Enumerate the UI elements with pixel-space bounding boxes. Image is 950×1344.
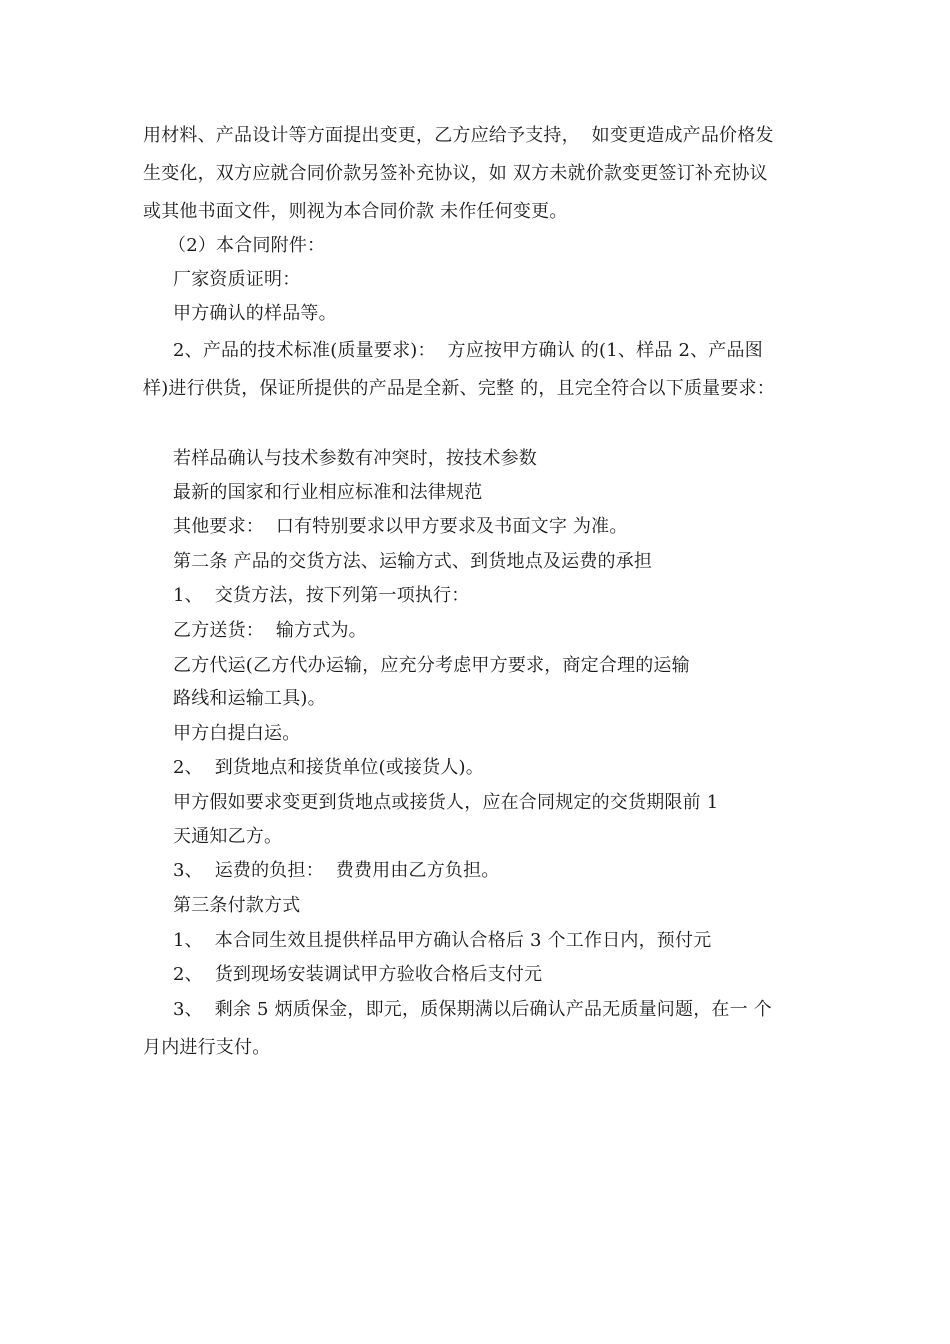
text-line: 路线和运输工具)。 — [173, 688, 326, 709]
text-line: （2）本合同附件： — [168, 235, 326, 256]
text-line: 第二条 产品的交货方法、运输方式、到货地点及运费的承担 — [173, 551, 653, 572]
text-line: 其他要求： 口有特别要求以甲方要求及书面文字 为准。 — [173, 516, 628, 537]
text-line: 甲方白提白运。 — [173, 723, 301, 744]
text-line: 若样品确认与技术参数有冲突时，按技术参数 — [173, 448, 537, 469]
text-line: 用材料、产品设计等方面提出变更，乙方应给予支持， 如变更造成产品价格发 — [143, 125, 774, 146]
text-line: 甲方确认的样品等。 — [173, 303, 337, 324]
text-line: 2、产品的技术标准(质量要求)： 方应按甲方确认 的(1、样品 2、产品图 — [173, 340, 763, 361]
text-line: 最新的国家和行业相应标准和法律规范 — [173, 482, 483, 503]
text-line: 或其他书面文件，则视为本合同价款 未作任何变更。 — [143, 201, 568, 222]
text-line: 2、 货到现场安装调试甲方验收合格后支付元 — [173, 964, 543, 985]
text-line: 乙方送货： 输方式为。 — [173, 620, 367, 641]
text-line: 3、 运费的负担： 费费用由乙方负担。 — [173, 860, 500, 881]
text-line: 1、 交货方法，按下列第一项执行： — [173, 585, 470, 606]
text-line: 乙方代运(乙方代办运输，应充分考虑甲方要求，商定合理的运输 — [173, 655, 690, 676]
text-line: 天通知乙方。 — [173, 826, 283, 847]
text-line: 2、 到货地点和接货单位(或接货人)。 — [173, 757, 484, 778]
text-line: 月内进行支付。 — [143, 1037, 271, 1058]
text-line: 1、 本合同生效且提供样品甲方确认合格后 3 个工作日内，预付元 — [173, 930, 712, 951]
text-line: 生变化，双方应就合同价款另签补充协议，如 双方未就价款变更签订补充协议 — [143, 163, 768, 184]
section-heading: 第三条付款方式 — [173, 895, 301, 916]
text-line: 3、 剩余 5 炳质保金，即元，质保期满以后确认产品无质量问题，在一 个 — [173, 999, 772, 1020]
text-line: 厂家资质证明： — [173, 269, 301, 290]
text-line: 甲方假如要求变更到货地点或接货人，应在合同规定的交货期限前 1 — [173, 792, 719, 813]
text-line: 样)进行供货，保证所提供的产品是全新、完整 的，且完全符合以下质量要求： — [143, 378, 775, 399]
